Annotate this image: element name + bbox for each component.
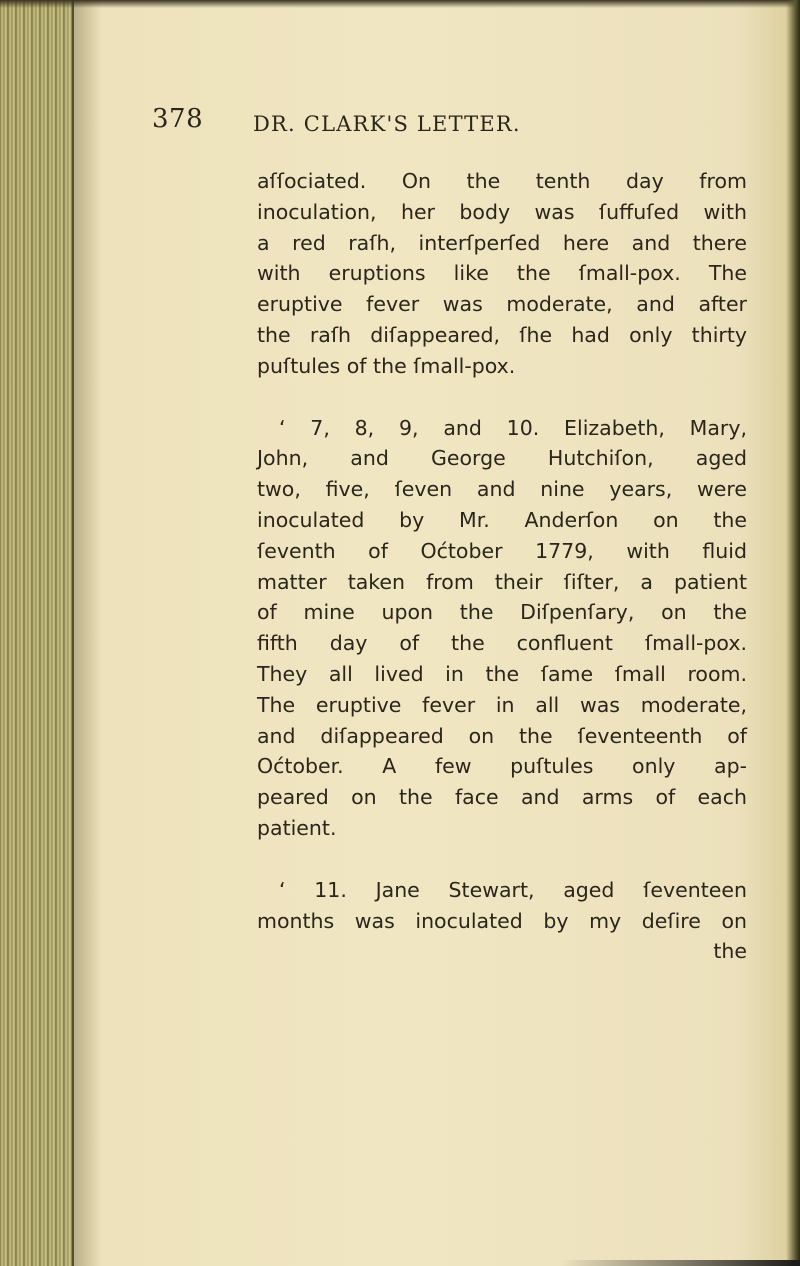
text-line: Oćtober. A few puſtules only ap- xyxy=(257,754,747,779)
book-gutter xyxy=(0,0,74,1266)
text-line: two, five, ſeven and nine years, were xyxy=(257,477,747,502)
gutter-shadow xyxy=(72,0,102,1266)
text-line: ‘ 11. Jane Stewart, aged ſeventeen xyxy=(279,877,747,902)
text-line: ‘ 7, 8, 9, and 10. Elizabeth, Mary, xyxy=(279,415,747,440)
text-line: eruptive fever was moderate, and after xyxy=(257,292,747,317)
top-page-edge xyxy=(0,0,800,8)
text-line: The eruptive fever in all was moderate, xyxy=(257,692,747,717)
text-line: peared on the face and arms of each xyxy=(257,785,747,810)
text-line: inoculation, her body was ſuffuſed with xyxy=(257,199,747,224)
text-line: aſſociated. On the tenth day from xyxy=(257,169,747,193)
text-line: inoculated by Mr. Anderſon on the xyxy=(257,507,747,532)
paragraph-1 xyxy=(257,166,747,382)
body-text xyxy=(257,166,747,967)
text-line: matter taken from their ſiſter, a patient xyxy=(257,569,747,594)
paragraph-gap xyxy=(257,382,747,413)
text-line: a red raſh, interſperſed here and there xyxy=(257,230,747,255)
text-line: puſtules of the ſmall-pox. xyxy=(257,353,516,378)
text-line: months was inoculated by my deſire on xyxy=(257,908,747,933)
text-line: patient. xyxy=(257,815,337,840)
page-number: 378 xyxy=(152,104,204,134)
paragraph-gap xyxy=(257,844,747,875)
text-line: and diſappeared on the ſeventeenth of xyxy=(257,723,747,748)
right-page-edge xyxy=(786,0,800,1266)
text-line: They all lived in the ſame ſmall room. xyxy=(257,661,747,686)
bottom-page-edge xyxy=(560,1260,800,1266)
paragraph-3 xyxy=(257,875,747,967)
text-line: with eruptions like the ſmall-pox. The xyxy=(257,261,747,286)
text-line: of mine upon the Diſpenſary, on the xyxy=(257,600,747,625)
text-line: the raſh diſappeared, ſhe had only thirty xyxy=(257,322,747,347)
text-line: ſeventh of Oćtober 1779, with fluid xyxy=(257,538,747,563)
catchword: the xyxy=(713,939,747,964)
text-line: fifth day of the confluent ſmall-pox. xyxy=(257,631,747,656)
paragraph-2 xyxy=(257,413,747,844)
text-line: John, and George Hutchiſon, aged xyxy=(257,446,747,471)
running-head: DR. CLARK'S LETTER. xyxy=(253,112,521,136)
